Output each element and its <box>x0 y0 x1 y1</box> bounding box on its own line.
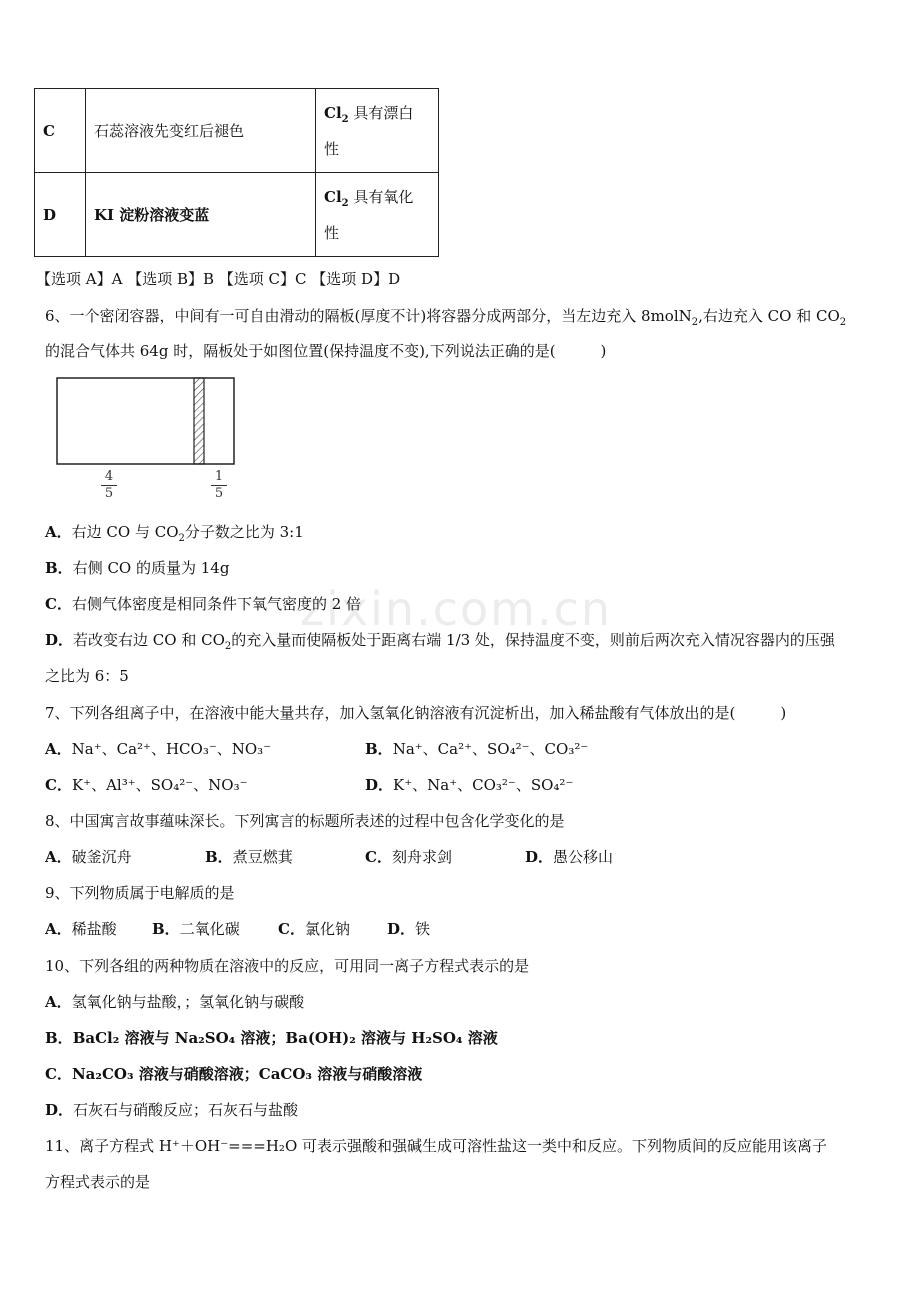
q7-option-c: C．K⁺、Al³⁺、SO₄²⁻、NO₃⁻ <box>45 776 248 794</box>
partition-plate <box>194 378 204 464</box>
q6-stem-line1: 6、一个密闭容器，中间有一可自由滑动的隔板(厚度不计)将容器分成两部分，当左边充入 8molN$_2$,右边充入 CO 和 $CO_2$ <box>45 307 847 328</box>
q10-stem: 10、下列各组的两种物质在溶液中的反应，可用同一离子方程式表示的是 <box>45 957 530 975</box>
q8-option-d: D．愚公移山 <box>525 848 614 866</box>
q9-option-b: B．二氧化碳 <box>152 920 240 938</box>
q8-stem: 8、中国寓言故事蕴味深长。下列寓言的标题所表述的过程中包含化学变化的是 <box>45 812 565 830</box>
container-box <box>57 378 234 464</box>
q9-option-c: C．氯化钠 <box>278 920 350 938</box>
q11-stem-line2: 方程式表示的是 <box>45 1173 151 1191</box>
q10-option-b: B．BaCl₂ 溶液与 Na₂SO₄ 溶液；Ba(OH)₂ 溶液与 H₂SO₄ 溶液 <box>45 1029 498 1047</box>
q11-stem-line1: 11、离子方程式 H⁺＋OH⁻===H₂O 可表示强酸和强碱生成可溶性盐这一类中和反应。下列物质间的反应能用该离子 <box>45 1137 828 1155</box>
row-label: C <box>35 89 86 173</box>
q9-stem: 9、下列物质属于电解质的是 <box>45 884 235 902</box>
row-phenomenon: 石蕊溶液先变红后褪色 <box>86 89 316 173</box>
q7-option-a: A．Na⁺、Ca²⁺、HCO₃⁻、NO₃⁻ <box>45 740 272 758</box>
row-conclusion: $Cl_2$ 具有氧化 性 <box>316 173 439 257</box>
row-phenomenon: KI 淀粉溶液变蓝 <box>86 173 316 257</box>
table-row <box>35 173 439 257</box>
table-row <box>35 89 439 173</box>
q6-option-c: C．右侧气体密度是相同条件下氧气密度的 2 倍 <box>45 595 362 613</box>
q9-option-a: A．稀盐酸 <box>45 920 117 938</box>
fraction-left: 4 5 <box>101 470 117 501</box>
q8-option-c: C．刻舟求剑 <box>365 848 452 866</box>
q6-option-d-cont: 之比为 6：5 <box>45 667 129 685</box>
q9-option-d: D．铁 <box>387 920 431 938</box>
q6-option-d: D．若改变右边 CO 和 $CO_2$的充入量而使隔板处于距离右端 1/3 处，保持温度不变，则前后两次充入情况容器内的压强 <box>45 631 835 652</box>
watermark: zixin.com.cn <box>300 582 613 636</box>
q6-option-a: A．右边 CO 与 $CO_2$分子数之比为 3:1 <box>45 523 304 544</box>
q7-option-b: B．Na⁺、Ca²⁺、SO₄²⁻、CO₃²⁻ <box>365 740 589 758</box>
q10-option-a: A．氢氧化钠与盐酸，；氢氧化钠与碳酸 <box>45 993 305 1011</box>
options-table <box>34 88 439 257</box>
row-label: D <box>35 173 86 257</box>
q6-stem-line2: 的混合气体共 64g 时，隔板处于如图位置(保持温度不变),下列说法正确的是( ) <box>45 342 607 360</box>
q10-option-d: D．石灰石与硝酸反应；石灰石与盐酸 <box>45 1101 299 1119</box>
q7-option-d: D．K⁺、Na⁺、CO₃²⁻、SO₄²⁻ <box>365 776 574 794</box>
q6-option-b: B．右侧 CO 的质量为 14g <box>45 559 230 577</box>
q8-option-b: B．煮豆燃萁 <box>205 848 293 866</box>
q7-stem: 7、下列各组离子中，在溶液中能大量共存，加入氢氧化钠溶液有沉淀析出，加入稀盐酸有气体放出的是( ) <box>45 704 787 722</box>
q10-option-c: C．Na₂CO₃ 溶液与硝酸溶液；CaCO₃ 溶液与硝酸溶液 <box>45 1065 423 1083</box>
q5-option-list: 【选项 A】A 【选项 B】B 【选项 C】C 【选项 D】D <box>36 270 401 288</box>
q8-option-a: A．破釜沉舟 <box>45 848 132 866</box>
row-conclusion: $Cl_2$ 具有漂白 性 <box>316 89 439 173</box>
fraction-right: 1 5 <box>211 470 227 501</box>
